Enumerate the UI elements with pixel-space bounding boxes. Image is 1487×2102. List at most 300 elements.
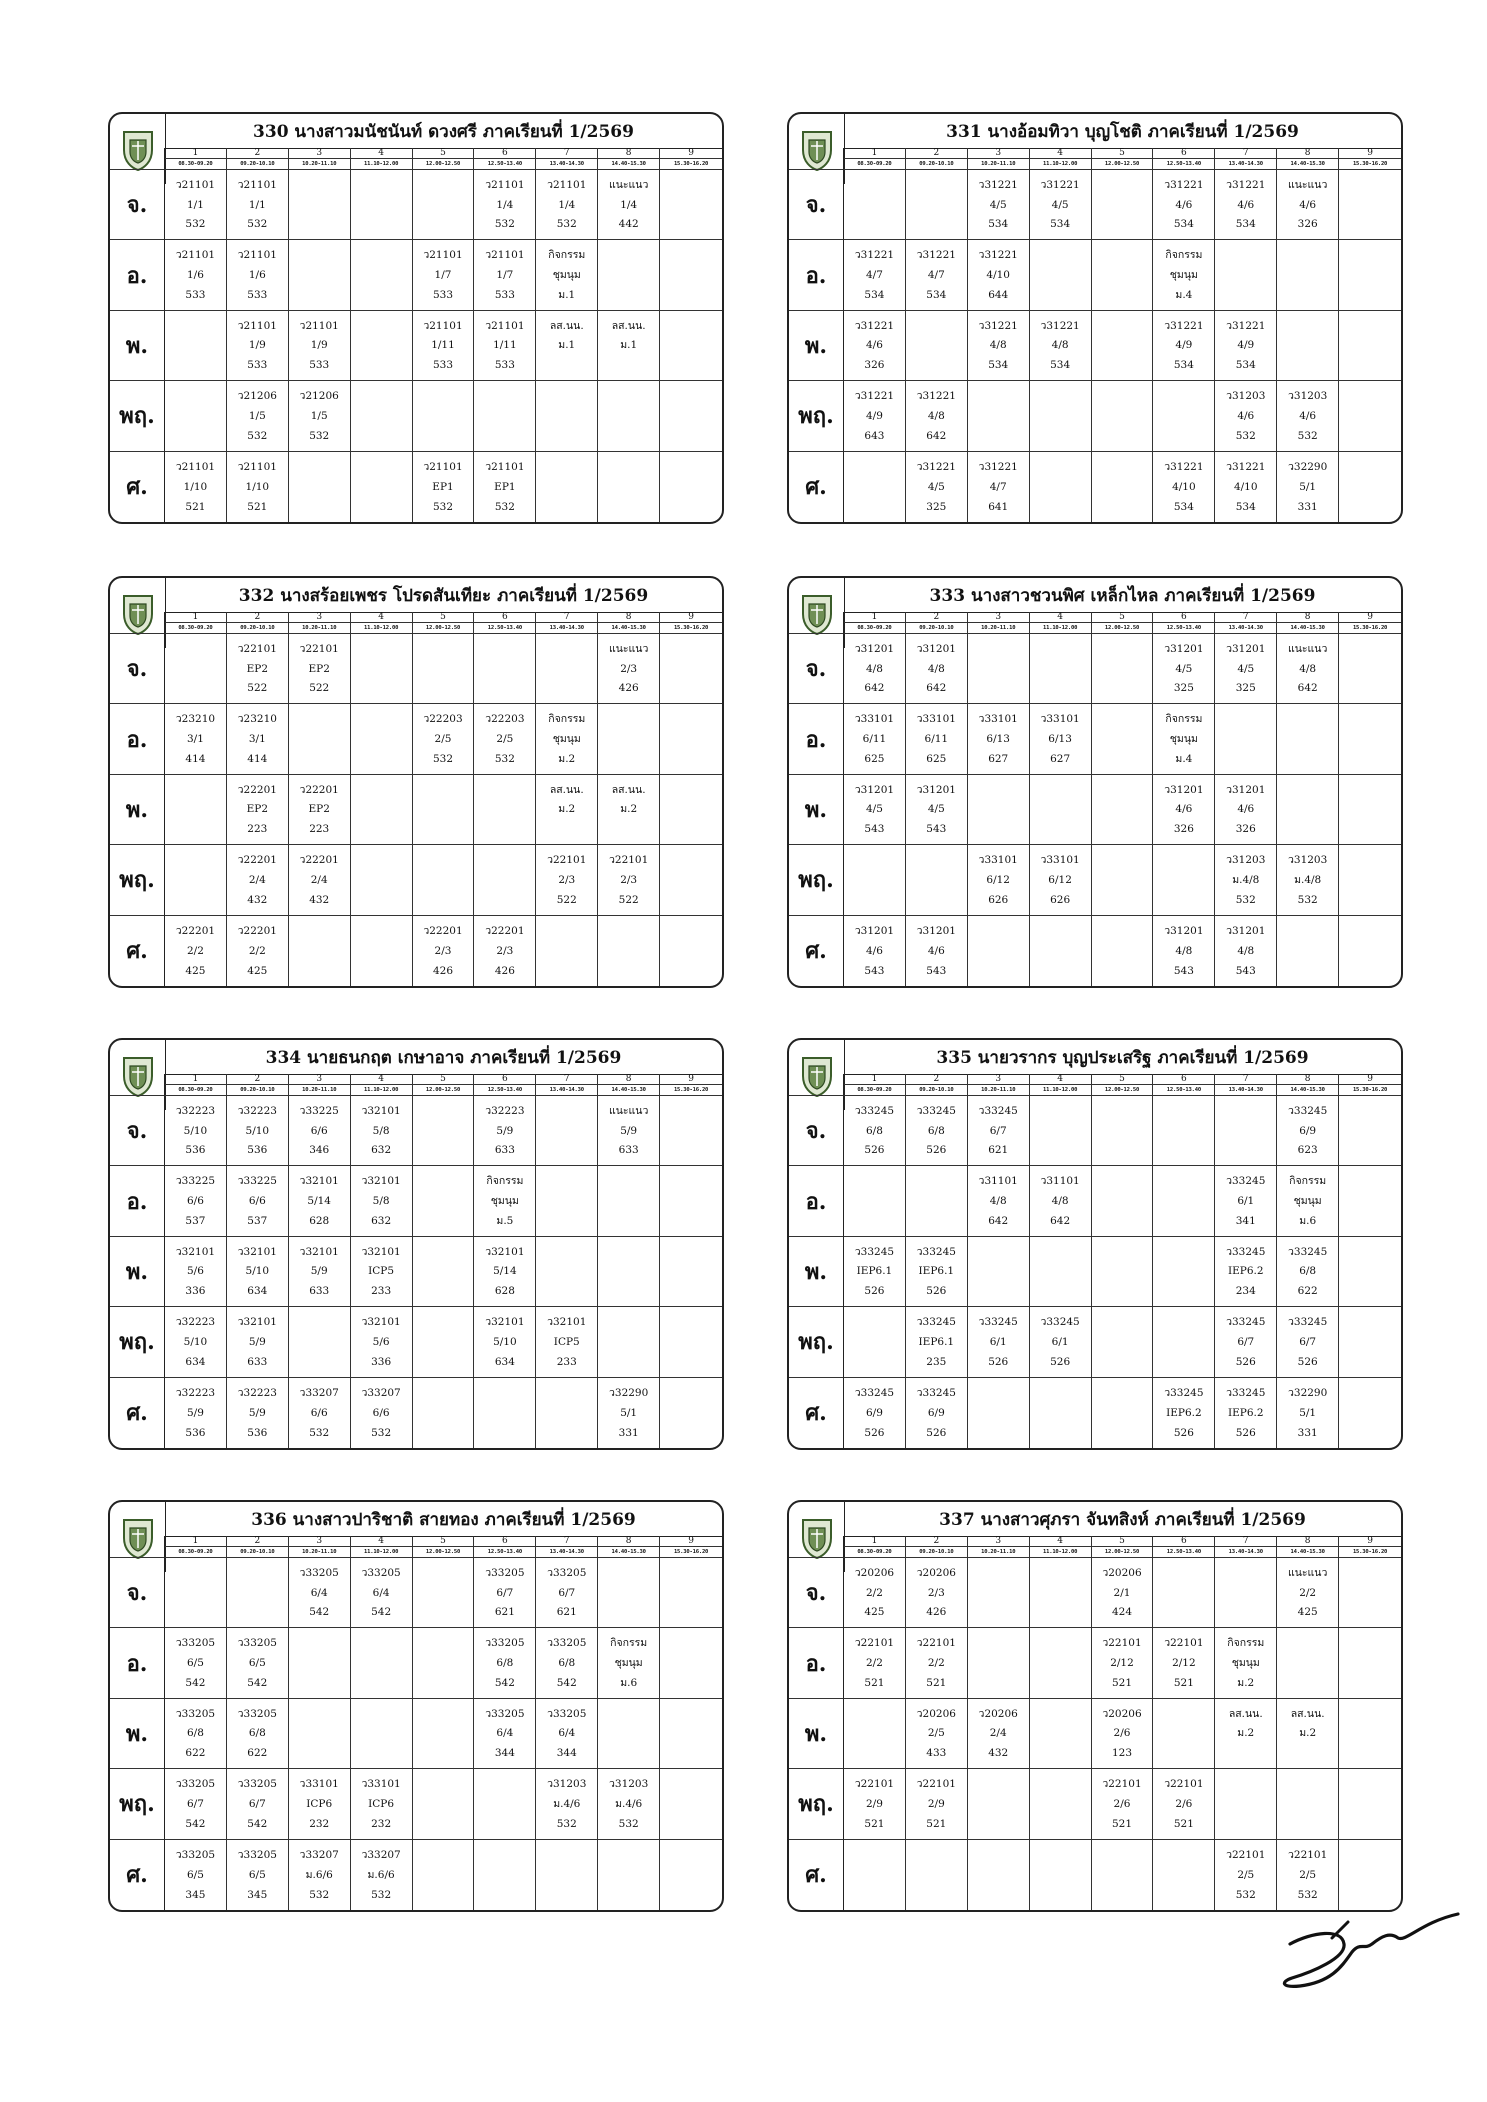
class-slot: [227, 240, 289, 310]
class-group: 4/7: [865, 269, 883, 282]
subject-code: ว33225: [299, 1104, 339, 1117]
class-group: 1/4: [496, 198, 514, 211]
class-group: 4/7: [989, 480, 1007, 493]
room-number: 534: [1173, 359, 1194, 372]
empty-slot: [351, 170, 413, 240]
room-number: 522: [556, 893, 577, 906]
room-number: 533: [432, 359, 454, 372]
subject-code: ว33205: [237, 1778, 277, 1791]
class-slot: [536, 775, 598, 845]
class-slot: [1153, 452, 1215, 522]
class-group: 2/5: [927, 1727, 945, 1740]
class-group: 2/6: [1113, 1727, 1131, 1740]
period-time: 09.20-10.10: [227, 159, 289, 170]
room-number: 626: [1050, 893, 1071, 906]
subject-code: ว21101: [237, 178, 277, 191]
period-number: 6: [1153, 1536, 1215, 1547]
empty-slot: [1092, 1237, 1154, 1307]
subject-code: ลส.นน.: [611, 783, 646, 796]
period-number: 8: [1277, 148, 1339, 159]
room-number: 326: [1235, 823, 1256, 836]
period-number: 7: [1215, 1536, 1277, 1547]
empty-slot: [598, 916, 660, 986]
class-group: 1/11: [431, 339, 455, 352]
empty-slot: [1339, 704, 1401, 774]
class-slot: [1030, 311, 1092, 381]
timetable-grid: [789, 148, 1401, 522]
class-slot: [1215, 311, 1277, 381]
class-slot: [413, 452, 475, 522]
class-group: 4/6: [927, 944, 945, 957]
subject-code: ว33205: [547, 1637, 587, 1650]
empty-slot: [1153, 1840, 1215, 1910]
room-number: 532: [371, 1426, 392, 1439]
subject-code: แนะแนว: [1287, 642, 1328, 655]
class-slot: [227, 1840, 289, 1910]
room-number: 536: [247, 1426, 268, 1439]
class-group: ม.4/6: [615, 1797, 643, 1810]
room-number: 344: [556, 1747, 577, 1760]
class-slot: [1277, 1096, 1339, 1166]
subject-code: ว32290: [609, 1386, 649, 1399]
empty-slot: [968, 1840, 1030, 1910]
class-slot: [1277, 1237, 1339, 1307]
class-group: 4/10: [1233, 480, 1258, 493]
class-group: 5/10: [245, 1265, 270, 1278]
class-group: 6/5: [248, 1868, 266, 1881]
class-group: 4/8: [989, 1195, 1007, 1208]
room-number: 223: [309, 823, 330, 836]
header-spacer: [110, 1536, 165, 1558]
subject-code: กิจกรรม: [548, 249, 586, 262]
period-number: 6: [474, 1074, 536, 1085]
class-group: 6/9: [927, 1406, 945, 1419]
class-slot: [906, 1096, 968, 1166]
class-slot: [1215, 775, 1277, 845]
room-number: 642: [988, 1214, 1009, 1227]
class-group: 2/3: [496, 944, 514, 957]
subject-code: ลส.นน.: [611, 319, 646, 332]
period-number: 3: [289, 1536, 351, 1547]
subject-code: ว23210: [237, 713, 277, 726]
class-slot: [906, 1628, 968, 1698]
room-number: 325: [1235, 682, 1256, 695]
room-number: 625: [926, 752, 947, 765]
class-group: 1/11: [493, 339, 517, 352]
subject-code: ว31203: [609, 1778, 649, 1791]
schedule-title: 330 นางสาวมนัชนันท์ ดวงศรี ภาคเรียนที่ 1/2569: [165, 114, 722, 149]
empty-slot: [1339, 311, 1401, 381]
class-slot: [968, 240, 1030, 310]
room-number: 532: [1235, 893, 1256, 906]
room-number: 536: [185, 1426, 206, 1439]
class-slot: [227, 1166, 289, 1236]
room-number: 533: [309, 359, 330, 372]
period-number: 9: [660, 148, 722, 159]
class-group: 3/1: [248, 733, 266, 746]
empty-slot: [536, 1166, 598, 1236]
period-number: 6: [1153, 148, 1215, 159]
subject-code: ว22101: [916, 1637, 956, 1650]
empty-slot: [660, 1558, 722, 1628]
empty-slot: [660, 1378, 722, 1448]
empty-slot: [1277, 775, 1339, 845]
class-slot: [289, 634, 351, 704]
subject-code: ว22101: [609, 854, 649, 867]
subject-code: ว21206: [237, 390, 277, 403]
class-group: 4/8: [1175, 944, 1193, 957]
room-number: 534: [864, 288, 885, 301]
period-number: 5: [1092, 612, 1154, 623]
class-group: 2/3: [620, 662, 638, 675]
period-number: 4: [351, 1536, 413, 1547]
period-time: 13.40-14.30: [1215, 159, 1277, 170]
class-slot: [1092, 1628, 1154, 1698]
period-time: 15.30-16.20: [1339, 1085, 1401, 1096]
subject-code: กิจกรรม: [548, 713, 586, 726]
empty-slot: [1339, 1096, 1401, 1166]
class-slot: [474, 1558, 536, 1628]
period-time: 12.00-12.50: [413, 159, 475, 170]
subject-code: ว21101: [423, 249, 463, 262]
empty-slot: [1092, 916, 1154, 986]
subject-code: ว31221: [1226, 178, 1266, 191]
class-slot: [906, 1558, 968, 1628]
class-slot: [906, 1307, 968, 1377]
subject-code: ว32223: [237, 1386, 277, 1399]
class-group: 5/1: [1299, 1406, 1317, 1419]
period-number: 1: [165, 148, 227, 159]
room-number: 632: [371, 1144, 392, 1157]
room-number: 521: [1173, 1817, 1194, 1830]
empty-slot: [165, 634, 227, 704]
day-label: ศ.: [789, 452, 844, 522]
room-number: 532: [309, 429, 330, 442]
period-number: 5: [413, 148, 475, 159]
subject-code: ว33245: [916, 1386, 956, 1399]
class-group: 4/5: [927, 480, 945, 493]
class-group: 5/10: [183, 1124, 208, 1137]
empty-slot: [1153, 845, 1215, 915]
class-slot: [351, 1307, 413, 1377]
day-label: พ.: [110, 775, 165, 845]
class-group: 2/2: [865, 1586, 883, 1599]
class-slot: [1215, 1628, 1277, 1698]
empty-slot: [906, 845, 968, 915]
class-slot: [289, 1237, 351, 1307]
room-number: 521: [1111, 1676, 1133, 1689]
subject-code: ว31221: [854, 319, 895, 332]
empty-slot: [1153, 1307, 1215, 1377]
room-number: 425: [247, 964, 268, 977]
class-slot: [1215, 1166, 1277, 1236]
empty-slot: [968, 1628, 1030, 1698]
class-slot: [413, 704, 475, 774]
day-label: จ.: [110, 1096, 165, 1166]
class-group: ม.6/6: [305, 1868, 333, 1881]
class-group: 4/5: [1237, 662, 1255, 675]
class-group: ม.2: [558, 803, 576, 816]
day-label: อ.: [110, 704, 165, 774]
subject-code: ว32101: [175, 1245, 216, 1258]
class-slot: [536, 1699, 598, 1769]
room-number: ม.2: [1237, 1676, 1255, 1689]
empty-slot: [660, 381, 722, 451]
empty-slot: [474, 1840, 536, 1910]
class-group: 5/9: [248, 1406, 266, 1419]
period-number: 2: [906, 1536, 968, 1547]
empty-slot: [1092, 381, 1154, 451]
room-number: 521: [926, 1817, 947, 1830]
room-number: 623: [1297, 1144, 1318, 1157]
subject-code: ว31221: [854, 249, 895, 262]
empty-slot: [351, 634, 413, 704]
period-number: 2: [227, 612, 289, 623]
class-slot: [227, 704, 289, 774]
class-group: ชุมนุม: [490, 1195, 519, 1208]
room-number: 536: [247, 1144, 268, 1157]
period-number: 5: [413, 612, 475, 623]
room-number: 521: [864, 1676, 885, 1689]
room-number: 533: [494, 359, 515, 372]
class-group: 4/9: [1175, 339, 1193, 352]
subject-code: แนะแนว: [608, 642, 649, 655]
period-time: 09.20-10.10: [906, 1547, 968, 1558]
subject-code: ว32290: [1288, 460, 1328, 473]
period-number: 7: [536, 1536, 598, 1547]
subject-code: ว31201: [1226, 783, 1266, 796]
empty-slot: [289, 170, 351, 240]
class-group: 2/2: [927, 1657, 945, 1670]
class-group: ม.2: [1237, 1727, 1255, 1740]
subject-code: ว22101: [1164, 1637, 1204, 1650]
empty-slot: [1092, 704, 1154, 774]
header-spacer: [110, 612, 165, 634]
subject-code: ว33207: [299, 1386, 339, 1399]
schedule-card: [108, 112, 724, 524]
empty-slot: [1153, 1096, 1215, 1166]
class-group: ICP6: [368, 1797, 395, 1810]
subject-code: ว31203: [1288, 390, 1328, 403]
class-group: 2/3: [434, 944, 452, 957]
room-number: 532: [1235, 1888, 1256, 1901]
class-slot: [536, 1769, 598, 1839]
room-number: 526: [988, 1355, 1009, 1368]
class-group: 4/6: [865, 944, 883, 957]
class-slot: [227, 1096, 289, 1166]
empty-slot: [660, 452, 722, 522]
class-slot: [1153, 170, 1215, 240]
subject-code: ว32223: [175, 1104, 216, 1117]
subject-code: ว33245: [916, 1104, 956, 1117]
room-number: 526: [864, 1285, 885, 1298]
empty-slot: [1339, 1558, 1401, 1628]
period-number: 9: [1339, 1536, 1401, 1547]
day-label: พฤ.: [789, 845, 844, 915]
empty-slot: [474, 845, 536, 915]
day-label: พ.: [110, 311, 165, 381]
subject-code: ว31201: [1226, 924, 1266, 937]
subject-code: ว31221: [1040, 319, 1080, 332]
room-number: 433: [926, 1747, 947, 1760]
empty-slot: [1277, 311, 1339, 381]
empty-slot: [660, 775, 722, 845]
subject-code: ว22201: [175, 924, 216, 937]
room-number: 526: [864, 1144, 885, 1157]
room-number: 424: [1111, 1606, 1133, 1619]
subject-code: ว32101: [361, 1104, 401, 1117]
period-time: 12.50-13.40: [474, 623, 536, 634]
subject-code: ว22101: [237, 642, 277, 655]
class-group: 5/8: [372, 1124, 390, 1137]
room-number: 643: [864, 429, 885, 442]
empty-slot: [1339, 845, 1401, 915]
subject-code: ว33245: [1226, 1316, 1266, 1329]
class-group: 4/8: [1299, 662, 1317, 675]
subject-code: ว22201: [423, 924, 463, 937]
room-number: 633: [618, 1144, 639, 1157]
day-label: ศ.: [110, 916, 165, 986]
room-number: 521: [1111, 1817, 1133, 1830]
class-slot: [906, 775, 968, 845]
class-slot: [289, 775, 351, 845]
empty-slot: [1339, 1378, 1401, 1448]
period-number: 4: [351, 1074, 413, 1085]
subject-code: ว33245: [978, 1316, 1018, 1329]
period-time: 13.40-14.30: [1215, 623, 1277, 634]
empty-slot: [536, 634, 598, 704]
room-number: 442: [618, 218, 639, 231]
room-number: 627: [1050, 752, 1071, 765]
class-group: ชุมนุม: [1231, 1657, 1260, 1670]
empty-slot: [1339, 916, 1401, 986]
class-group: 1/4: [620, 198, 638, 211]
subject-code: ว31221: [1164, 319, 1204, 332]
empty-slot: [968, 1558, 1030, 1628]
day-label: ศ.: [110, 452, 165, 522]
header-spacer: [110, 1074, 165, 1096]
timetable-grid: [110, 1536, 722, 1910]
subject-code: ว32101: [361, 1245, 401, 1258]
class-slot: [598, 1378, 660, 1448]
class-slot: [906, 704, 968, 774]
empty-slot: [536, 1840, 598, 1910]
class-slot: [227, 311, 289, 381]
period-time: 09.20-10.10: [906, 159, 968, 170]
period-number: 2: [906, 612, 968, 623]
class-slot: [1153, 634, 1215, 704]
subject-code: ว22101: [547, 854, 587, 867]
room-number: 543: [926, 823, 947, 836]
class-slot: [1277, 452, 1339, 522]
class-group: 4/6: [1237, 409, 1255, 422]
period-number: 6: [1153, 1074, 1215, 1085]
period-time: 10.20-11.10: [289, 159, 351, 170]
period-number: 8: [1277, 1536, 1339, 1547]
empty-slot: [413, 775, 475, 845]
schedule-title: 336 นางสาวปาริชาติ สายทอง ภาคเรียนที่ 1/2569: [165, 1502, 722, 1537]
empty-slot: [1030, 916, 1092, 986]
period-number: 9: [1339, 148, 1401, 159]
empty-slot: [906, 1840, 968, 1910]
room-number: 414: [247, 752, 268, 765]
class-group: ชุมนุม: [1293, 1195, 1322, 1208]
room-number: 426: [432, 964, 454, 977]
room-number: 233: [556, 1355, 577, 1368]
period-time: 13.40-14.30: [536, 1085, 598, 1096]
schedule-card: [108, 1500, 724, 1912]
room-number: 336: [371, 1355, 392, 1368]
class-group: 6/13: [1048, 733, 1072, 746]
class-slot: [844, 1096, 906, 1166]
subject-code: ว20206: [978, 1707, 1018, 1720]
empty-slot: [413, 1378, 475, 1448]
subject-code: กิจกรรม: [1289, 1175, 1327, 1188]
class-group: 4/7: [927, 269, 945, 282]
day-label: จ.: [110, 170, 165, 240]
class-slot: [844, 1769, 906, 1839]
room-number: 331: [1297, 500, 1318, 513]
subject-code: ว31201: [916, 783, 956, 796]
subject-code: ว33245: [1164, 1386, 1204, 1399]
subject-code: ว31221: [1164, 178, 1204, 191]
room-number: ม.1: [558, 288, 576, 301]
class-group: 1/9: [248, 339, 266, 352]
class-group: ชุมนุม: [1169, 269, 1198, 282]
class-group: 4/6: [1237, 803, 1255, 816]
room-number: 526: [926, 1144, 947, 1157]
empty-slot: [1339, 1307, 1401, 1377]
class-slot: [227, 452, 289, 522]
day-label: พฤ.: [789, 1307, 844, 1377]
empty-slot: [1277, 240, 1339, 310]
period-time: 12.00-12.50: [413, 1085, 475, 1096]
period-number: 9: [1339, 612, 1401, 623]
period-number: 8: [598, 148, 660, 159]
period-time: 10.20-11.10: [289, 1547, 351, 1558]
class-group: EP2: [308, 803, 330, 816]
class-group: ม.2: [1299, 1727, 1317, 1740]
schedule-title: 333 นางสาวชวนพิศ เหล็กไหล ภาคเรียนที่ 1/2569: [844, 578, 1401, 613]
subject-code: ว21101: [237, 319, 277, 332]
class-slot: [289, 311, 351, 381]
subject-code: ว33101: [1040, 854, 1080, 867]
period-number: 1: [844, 148, 906, 159]
room-number: 345: [247, 1888, 268, 1901]
empty-slot: [660, 240, 722, 310]
room-number: 344: [494, 1747, 515, 1760]
class-group: 6/13: [986, 733, 1010, 746]
empty-slot: [660, 170, 722, 240]
empty-slot: [844, 845, 906, 915]
period-time: 13.40-14.30: [1215, 1547, 1277, 1558]
subject-code: ว33245: [978, 1104, 1018, 1117]
room-number: 633: [247, 1355, 268, 1368]
empty-slot: [474, 634, 536, 704]
subject-code: ว33205: [237, 1848, 277, 1861]
room-number: 534: [1050, 218, 1071, 231]
room-number: 533: [494, 288, 515, 301]
class-slot: [844, 916, 906, 986]
subject-code: ว21101: [485, 319, 525, 332]
room-number: 532: [556, 218, 577, 231]
period-number: 4: [1030, 1536, 1092, 1547]
room-number: 325: [1173, 682, 1194, 695]
room-number: 642: [926, 682, 947, 695]
class-slot: [844, 240, 906, 310]
class-group: 2/6: [1175, 1797, 1193, 1810]
period-time: 09.20-10.10: [906, 623, 968, 634]
